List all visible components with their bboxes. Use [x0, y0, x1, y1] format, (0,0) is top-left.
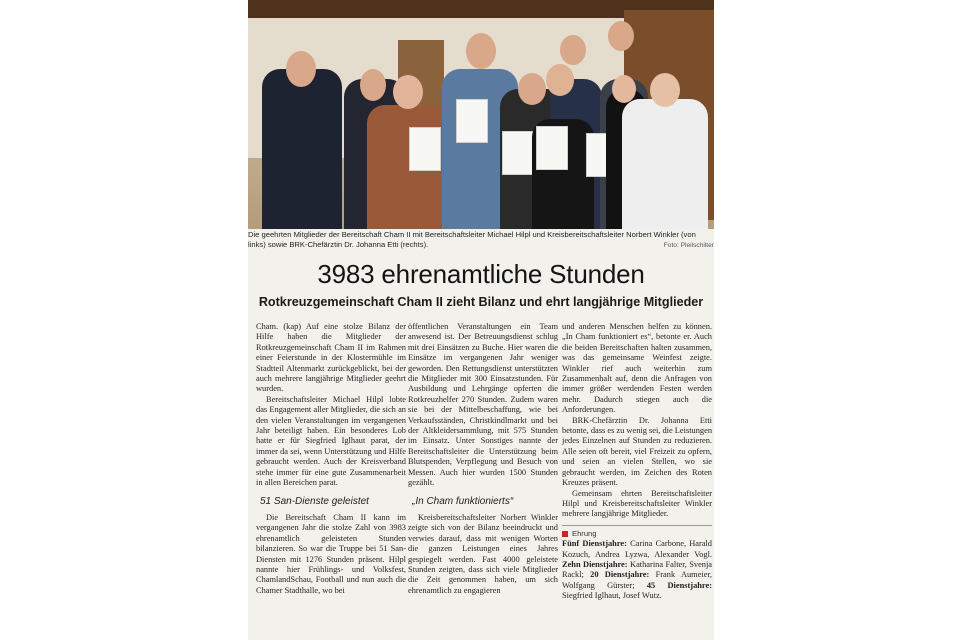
col2-subheading: „In Cham funktionierts“ [412, 495, 514, 507]
honors-list [562, 539, 712, 601]
col2-paragraph-2: Kreisbereitschaftsleiter Norbert Winkler zeigte sich von der Bilanz beeindruckt und verwies darauf, dass mit wenigen Worten die ganzen Leistungen eines Jahres gespiegelt werden. Fast 4000 geleistete Stunden zeigten, dass sich viele Mitglieder die Zeit genommen haben, um sich ehrenamtlich zu engagieren [408, 512, 558, 595]
article-column-2 [408, 322, 558, 596]
col3-paragraph-3: Gemeinsam ehrten Bereitschaftsleiter Hilpl und Kreisbereitschaftsleiter Winkler mehrere langjährige Mitglieder. [562, 488, 712, 519]
honors-2-label: Zehn Dienstjahre: [562, 559, 628, 569]
honors-1-label: Fünf Dienstjahre: [562, 539, 627, 549]
headline: 3983 ehrenamtliche Stunden [317, 259, 645, 289]
honors-2-names: Katharina Falter, Svenja Rackl; [562, 559, 713, 580]
subheadline: Rotkreuzgemeinschaft Cham II zieht Bilanz und ehrt langjährige Mitglieder [258, 295, 704, 309]
honors-3-names: Frank Aumeier, Wolfgang Gürster; [562, 570, 713, 590]
col3-paragraph-1: und anderen Menschen helfen zu können. „In Cham funktioniert es“, betonte er. Auch die beiden Bereitschaften halten zusammen, was das gemeinsame Weinfest zeigte. Winkler rief auch weiterhin zum Zusammenhalt auf, denn die Anfragen von immer größer werdenden Festen werden mehr. Dadurch stiegen auch die Anforderungen. [562, 322, 712, 415]
article-column-1 [256, 322, 406, 596]
person-1 [256, 29, 346, 229]
honors-1-names: Carina Carbone, Harald Kozuch, Andrea Lyzwa, Alexander Vogl. [562, 539, 712, 559]
col2-paragraph-1: öffentlichen Veranstaltungen ein Team anwesend ist. Der Betreuungsdienst schlug mit drei Einsätzen zu Buche. Hier waren die Einsätze im vergangenen Jahr weniger geworden. Den Rettungsdienst unterstützten die Mitglieder mit 300 Einsatzstunden. Für Ausbildung und Lehrgänge opferten die Rotkreuzhelfer 270 Stunden. Zudem waren sie bei der Mittelbeschaffung, wie bei Verkaufsständen, Christkindlmarkt und bei der Altkleidersammlung, mit 575 Stunden im Einsatz. Unter Sonstiges nannte der Bereitschaftsleiter die Unterstützung beim Blutspenden, Verpflegung und Besuch von Messen. Auch hier wurden 1500 Stunden gezählt. [408, 322, 558, 488]
red-square-icon [562, 531, 568, 537]
group-photo [248, 0, 714, 229]
article-column-3 [562, 322, 712, 602]
newspaper-clipping [248, 0, 714, 640]
photo-credit: Foto: Pleilschilter [663, 242, 714, 249]
person-10 [618, 37, 710, 229]
honors-4-label: 45 Dienstjahre: [646, 580, 712, 590]
col1-paragraph-3: Die Bereitschaft Cham II kann im vergangenen Jahr die stolze Zahl von 3983 ehrenamtlich geleisteten Stunden bilanzieren. So war die Truppe bei 51 San-Diensten mit 1276 Stunden präsent. Hilpl nannte hier Frühlings- und Volksfest, ChamlandSchau, Football und nun auch die Chamer Stadthalle, wo bei [256, 512, 406, 595]
honors-box-label [562, 525, 712, 539]
honors-label-text: Ehrung [572, 528, 597, 538]
honors-3-label: 20 Dienstjahre: [590, 570, 650, 580]
col3-paragraph-2: BRK-Chefärztin Dr. Johanna Etti betonte, dass es zu wenig sei, die Leistungen jedes Einzelnen auf Stunden zu reduzieren. Alle seien oft bereit, viel Freizeit zu opfern, und seien an vielen Stellen, wo sie gebraucht werden, im Zeichen des Roten Kreuzes präsent. [562, 415, 713, 488]
col1-paragraph-1: Cham. (kap) Auf eine stolze Bilanz der Hilfe haben die Mitglieder der Rotkreuzgemeinschaft Cham II im Rahmen einer Feierstunde in der Klostermühle im Stadtteil Altenmarkt zurückgeblickt, bei der auch mehrere langjährige Mitglieder geehrt wurden. [256, 322, 406, 394]
honors-4-names: Siegfried Iglhaut, Josef Wutz. [562, 591, 662, 601]
photo-caption [248, 230, 714, 252]
col1-paragraph-2: Bereitschaftsleiter Michael Hilpl lobte das Engagement aller Mitglieder, die sich an den vielen Veranstaltungen im vergangenen Jahr beteiligt haben. Ein besonderes Lob hatte er für Siegfried Iglhaut parat, der immer da sei, wenn Unterstützung und Hilfe gebraucht werden. Auch der Kreisverband stehe immer für eine gute Zusammenarbeit in allen Bereichen parat. [256, 394, 406, 488]
col1-subheading: 51 San-Dienste geleistet [260, 495, 369, 507]
caption-text: Die geehrten Mitglieder der Bereitschaft Cham II mit Bereitschaftsleiter Michael Hilpl und Kreisbereitschaftsleiter Norbert Winkler (von links) sowie BRK-Chefärztin Dr. Johanna Etti (rechts). [248, 230, 696, 249]
